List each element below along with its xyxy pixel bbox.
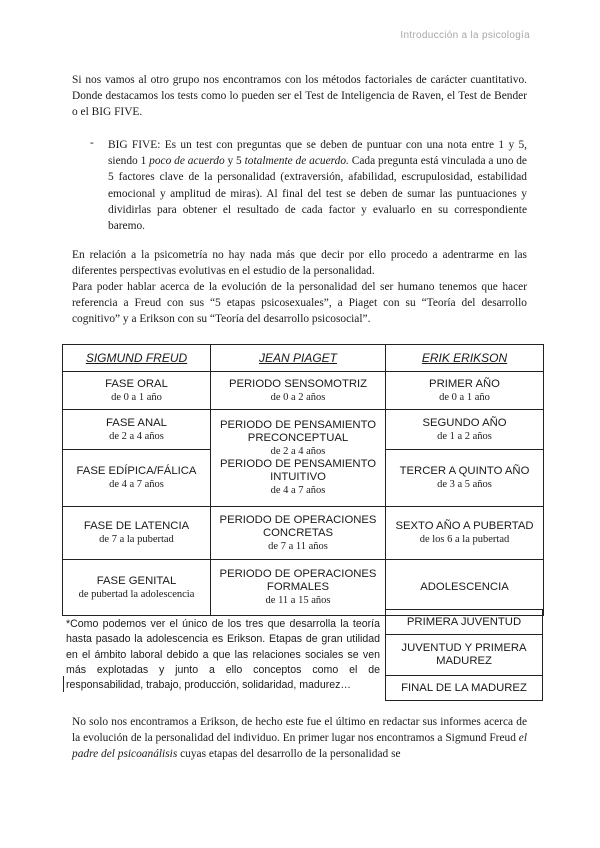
piaget-cell	[211, 410, 386, 507]
erikson-cell	[386, 450, 544, 507]
erikson-stage: PRIMER AÑO	[429, 377, 500, 390]
piaget-stage: PERIODO DE OPERACIONES FORMALES	[219, 568, 377, 593]
freud-stage: FASE DE LATENCIA	[83, 520, 190, 532]
erikson-stage: TERCER A QUINTO AÑO	[399, 465, 530, 477]
freud-cell	[63, 410, 211, 450]
piaget-age: de 7 a 11 años	[268, 540, 328, 552]
paragraph-theories-intro: Para poder hablar acerca de la evolución de la personalidad del ser humano tenemos que hacer referencia a Freud con sus “5 etapas psicosexuales”, a Piaget con su “Teoría del desarrollo cognitivo” y a Erikson con su “Teoría del desarrollo psicosocial”.	[72, 281, 527, 326]
erikson-age: de 0 a 1 año	[439, 391, 490, 403]
piaget-age: de 0 a 2 años	[270, 391, 326, 403]
freud-age: de 2 a 4 años	[109, 430, 164, 442]
big-five-lead: BIG FIVE: Es un test con preguntas que se deben de puntuar con una nota entre 1 y 5, siendo 1	[108, 139, 527, 168]
paragraph-factorial-methods: Si nos vamos al otro grupo nos encontramos con los métodos factoriales de carácter cuantitativo. Donde destacamos los tests como lo pueden ser el Test de Inteligencia de Raven, el Test de Bender o el BIG FIVE.	[72, 74, 527, 119]
erikson-cell	[386, 560, 544, 616]
piaget-age: de 2 a 4 años	[270, 446, 326, 457]
table-row	[63, 507, 544, 560]
freud-intro-lead: No solo nos encontramos a Erikson, de hecho este fue el último en redactar sus informes acerca de la evolución de la personalidad del individuo. En primer lugar nos encontramos a Sigmund Freud	[72, 716, 527, 745]
running-header: Introducción a la psicología	[400, 30, 530, 41]
piaget-cell	[211, 507, 386, 560]
big-five-tail: Cada pregunta está vinculada a uno de 5 factores clave de la personalidad (extraversión, afabilidad, escrupulosidad, estabilidad emocional y amplitud de miras). Al final del test se deben de sumar las puntuaciones y dividirlas para obtener el resultado de cada factor y evaluarlo en su correspondiente baremo.	[108, 155, 527, 233]
piaget-stage: PERIODO DE PENSAMIENTO INTUITIVO	[219, 458, 377, 483]
freud-cell	[63, 372, 211, 410]
freud-stage: FASE EDÍPICA/FÁLICA	[76, 465, 197, 477]
erikson-stage: SEXTO AÑO A PUBERTAD	[395, 520, 534, 532]
header-piaget: JEAN PIAGET	[211, 345, 386, 372]
big-five-em1: poco de acuerdo	[149, 155, 225, 168]
piaget-stage: PERIODO DE PENSAMIENTO PRECONCEPTUAL	[219, 419, 377, 444]
piaget-cell	[211, 372, 386, 410]
stages-table	[62, 344, 544, 616]
table-row	[63, 560, 544, 616]
erikson-cell	[386, 372, 544, 410]
big-five-em2: totalmente de acuerdo.	[244, 155, 349, 168]
table-row	[63, 410, 544, 450]
freud-age: de 0 a 1 año	[111, 391, 162, 403]
erikson-cell	[386, 507, 544, 560]
big-five-mid: y 5	[224, 155, 245, 168]
freud-age: de 4 a 7 años	[109, 479, 164, 490]
piaget-age: de 4 a 7 años	[270, 485, 326, 496]
table-note: *Como podemos ver el único de los tres que desarrolla la teoría hasta pasado la adolescencia es Erikson. Etapas de gran utilidad en el ámbito laboral debido a que las relaciones sociales se ven más explotadas y junto a ello conceptos como el de responsabilidad, trabajo, producción, solidaridad, madurez…	[66, 618, 380, 692]
table-row	[63, 372, 544, 410]
freud-intro-em: el padre del psicoanálisis	[72, 732, 527, 761]
erikson-stage: SEGUNDO AÑO	[422, 416, 507, 429]
freud-stage: FASE ORAL	[105, 377, 168, 390]
paragraph-psychometry: En relación a la psicometría no hay nada más que decir por ello procedo a adentrarme en las diferentes perspectivas evolutivas en el estudio de la personalidad.	[72, 249, 527, 278]
table-header-row	[63, 345, 544, 372]
piaget-age: de 11 a 15 años	[265, 595, 331, 606]
erikson-age: de los 6 a la pubertad	[419, 534, 510, 545]
text-cursor	[63, 676, 64, 692]
freud-cell	[63, 560, 211, 616]
erikson-age: de 3 a 5 años	[437, 479, 492, 490]
bullet-marker: -	[90, 137, 94, 149]
erikson-stage: ADOLESCENCIA	[420, 581, 509, 593]
header-erikson: ERIK ERIKSON	[386, 345, 544, 372]
freud-intro-tail: cuyas etapas del desarrollo de la personalidad se	[177, 748, 401, 761]
freud-age: de pubertad la adolescencia	[78, 588, 195, 600]
freud-cell	[63, 450, 211, 507]
paragraph-freud-intro	[72, 714, 527, 763]
erikson-stage-late-adulthood: FINAL DE LA MADUREZ	[385, 675, 543, 701]
freud-stage: FASE ANAL	[106, 416, 167, 429]
erikson-stage-young-adulthood: PRIMERA JUVENTUD	[385, 609, 543, 635]
freud-stage: FASE GENITAL	[96, 574, 177, 587]
piaget-stage: PERIODO DE OPERACIONES CONCRETAS	[219, 513, 377, 539]
erikson-stage-adulthood: JUVENTUD Y PRIMERA MADUREZ	[385, 634, 543, 676]
piaget-cell	[211, 560, 386, 616]
erikson-age: de 1 a 2 años	[437, 430, 492, 442]
header-freud: SIGMUND FREUD	[63, 345, 211, 372]
freud-age: de 7 a la pubertad	[99, 534, 174, 545]
freud-cell	[63, 507, 211, 560]
bullet-big-five	[108, 137, 527, 234]
piaget-stage: PERIODO SENSOMOTRIZ	[228, 377, 368, 390]
erikson-cell	[386, 410, 544, 450]
